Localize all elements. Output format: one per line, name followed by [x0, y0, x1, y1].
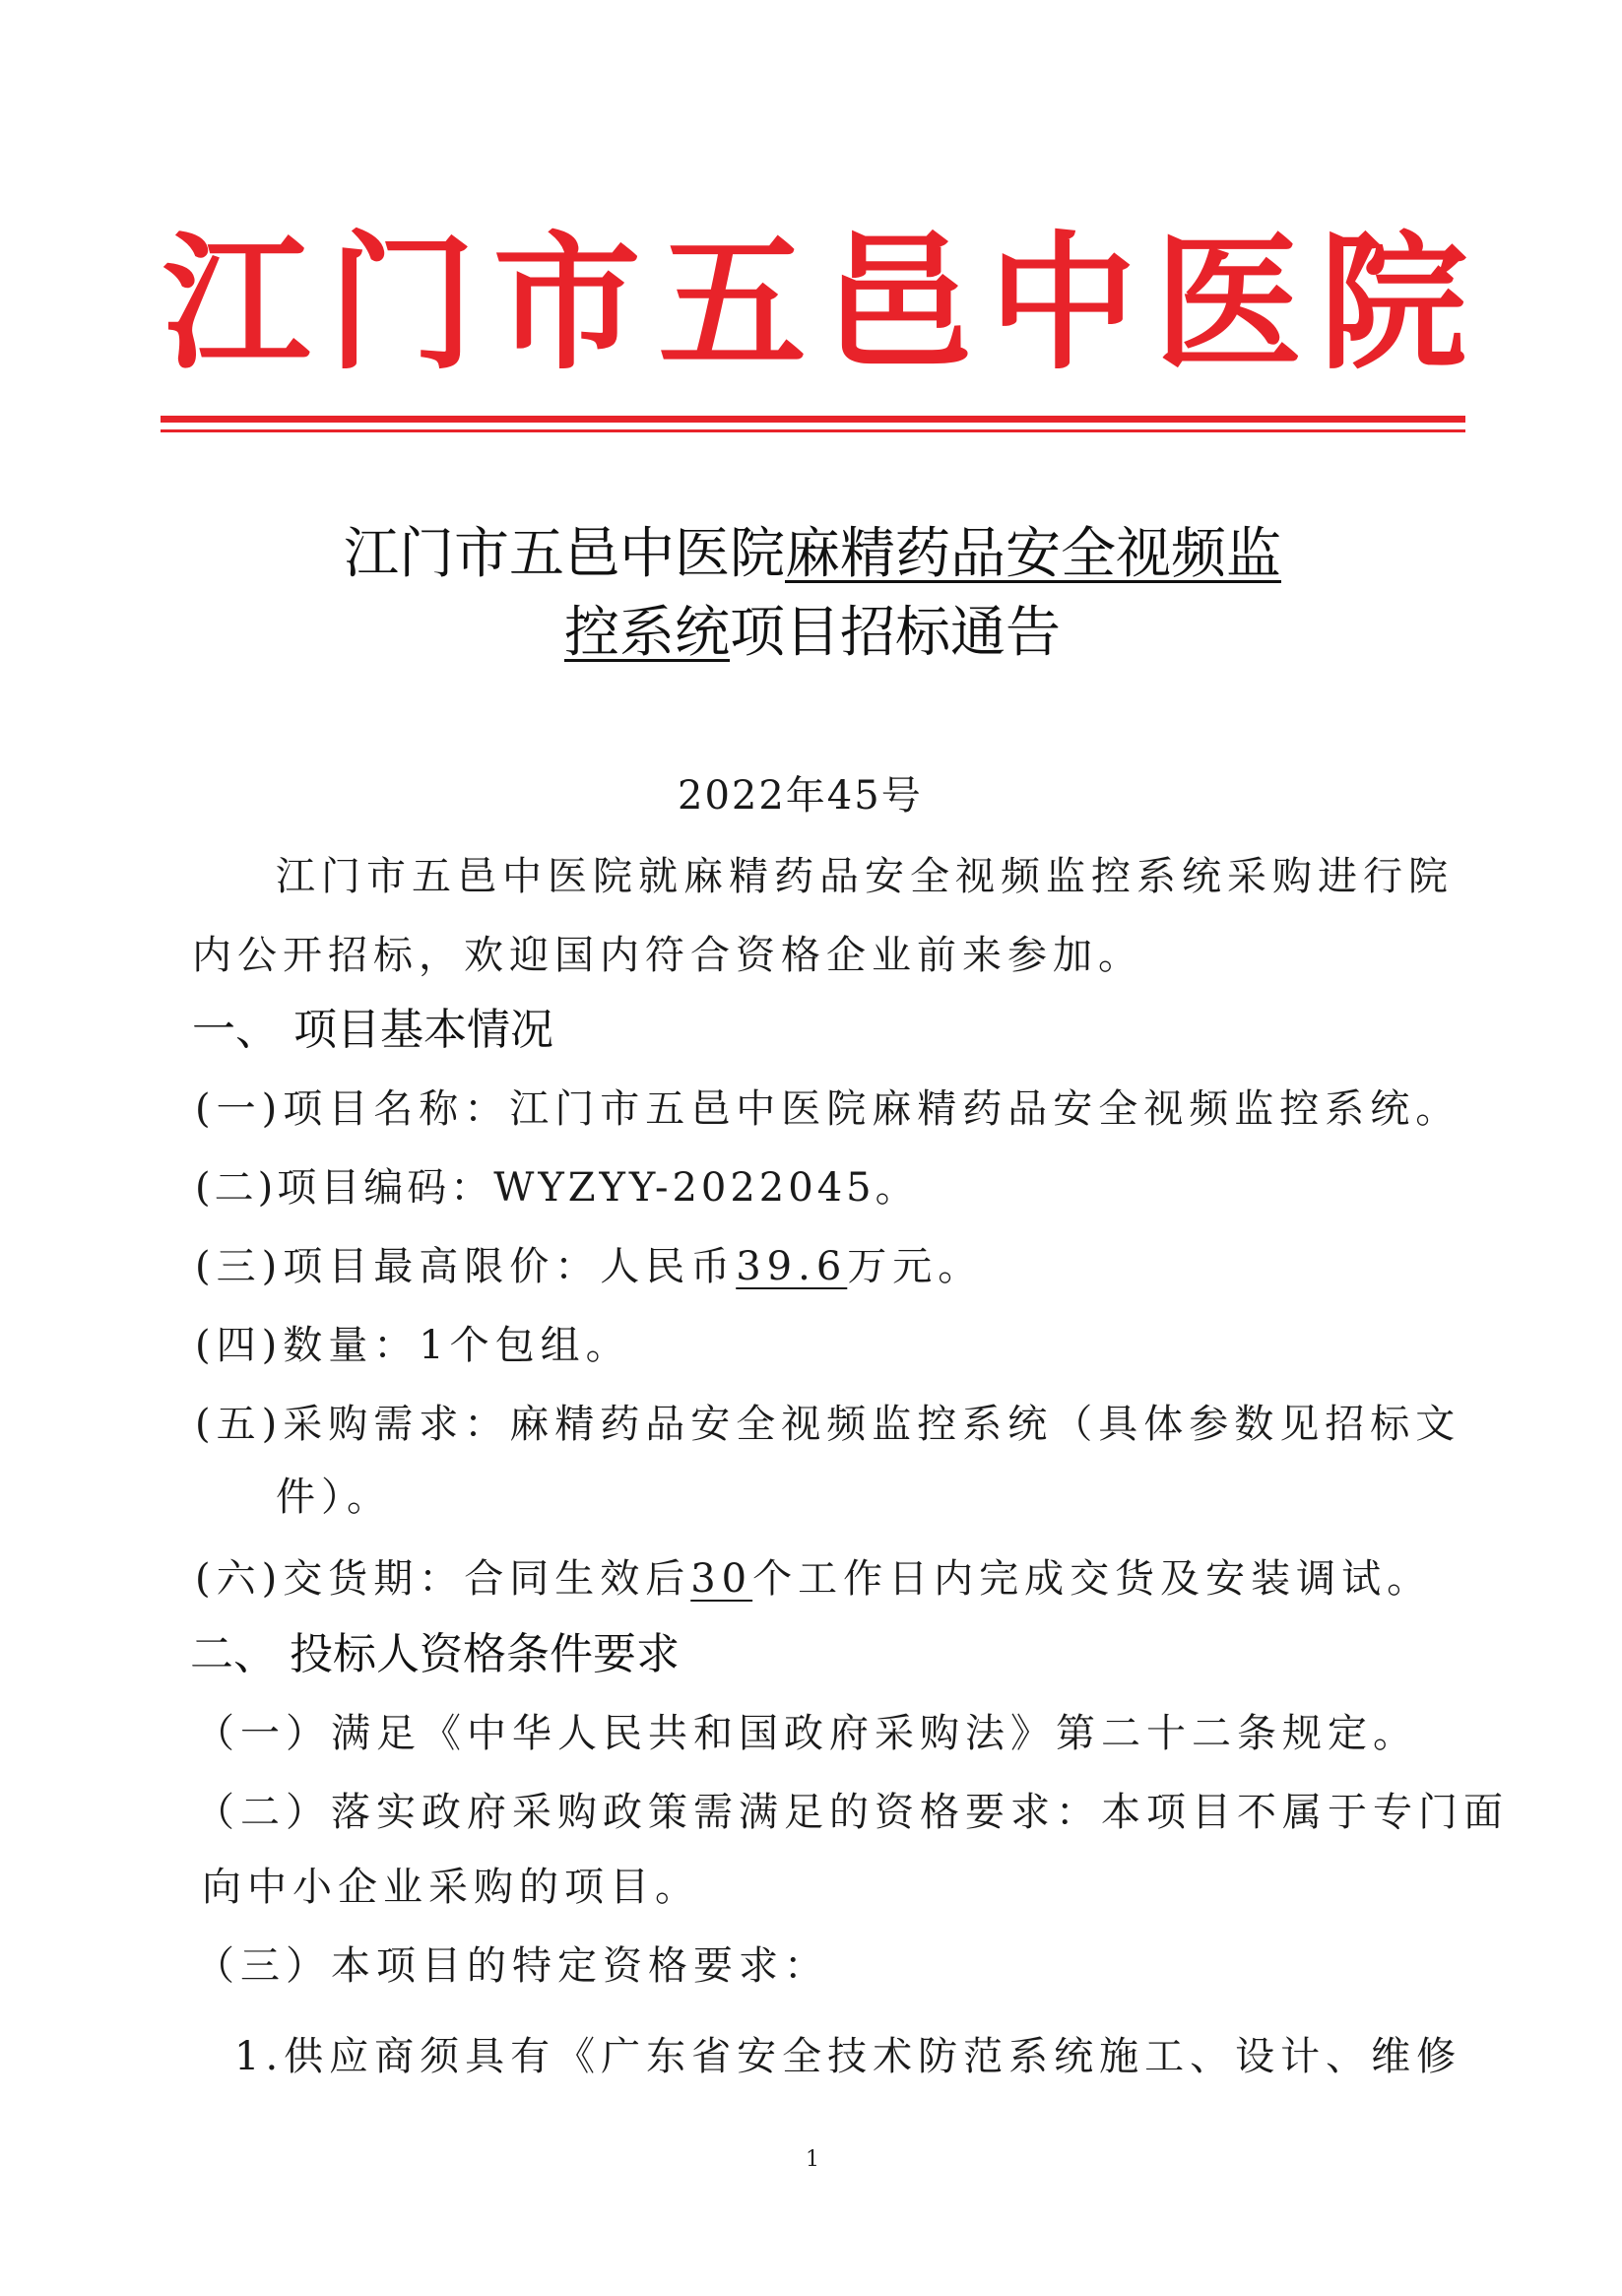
- price-unit: 万元。: [847, 1244, 984, 1289]
- letterhead-char: 门: [327, 224, 476, 387]
- section2-subitem-1: 1.供应商须具有《广东省安全技术防范系统施工、设计、维修: [234, 2034, 1462, 2079]
- letterhead-char: 医: [1154, 224, 1303, 387]
- section2-item-policy-line1: （二）落实政府采购政策需满足的资格要求：本项目不属于专门面: [195, 1790, 1509, 1835]
- letterhead-title: [162, 222, 1467, 389]
- delivery-days: 30: [690, 1556, 753, 1602]
- letterhead-char: 院: [1319, 224, 1467, 387]
- section2-number: 二、: [190, 1629, 277, 1679]
- section1-number: 一、: [192, 1005, 279, 1055]
- intro-line-1: 江门市五邑中医院就麻精药品安全视频监控系统采购进行院: [276, 854, 1454, 899]
- letterhead-char: 邑: [823, 224, 972, 387]
- section1-heading: 项目基本情况: [293, 1005, 553, 1055]
- section1-item-quantity: (四)数量：1个包组。: [195, 1323, 631, 1368]
- price-amount: 39.6: [736, 1244, 848, 1289]
- letterhead-divider-thin: [161, 429, 1465, 432]
- letterhead-char: 市: [492, 224, 641, 387]
- page-number: 1: [806, 2147, 819, 2172]
- title-underlined-text: 麻精药品安全视频监: [785, 522, 1281, 586]
- document-number: 2022年45号: [678, 773, 923, 819]
- intro-line-2: 内公开招标，欢迎国内符合资格企业前来参加。: [192, 933, 1143, 978]
- letterhead-char: 中: [989, 224, 1137, 387]
- delivery-label: (六)交货期：合同生效后: [195, 1556, 691, 1602]
- section1-item-requirement-line1: (五)采购需求：麻精药品安全视频监控系统（具体参数见招标文: [195, 1402, 1461, 1447]
- section1-item-price: [195, 1239, 983, 1294]
- notice-title-line1: [148, 520, 1477, 589]
- letterhead-char: 五: [658, 224, 807, 387]
- section1-item-code: (二)项目编码：WYZYY-2022045。: [195, 1165, 919, 1211]
- title-text: 项目招标通告: [730, 601, 1061, 665]
- delivery-suffix: 个工作日内完成交货及安装调试。: [752, 1556, 1433, 1602]
- section1-item-name: (一)项目名称：江门市五邑中医院麻精药品安全视频监控系统。: [195, 1086, 1461, 1132]
- title-text: 江门市五邑中医院: [344, 522, 785, 586]
- section2-item-policy-line2: 向中小企业采购的项目。: [202, 1865, 700, 1910]
- section2-item-specific: （三）本项目的特定资格要求：: [195, 1943, 829, 1989]
- letterhead-char: 江: [162, 224, 311, 387]
- section2-heading: 投标人资格条件要求: [290, 1629, 680, 1679]
- letterhead-divider-thick: [161, 416, 1465, 423]
- title-underlined-text: 控系统: [564, 601, 730, 665]
- notice-title-line2: [148, 599, 1477, 668]
- price-label: (三)项目最高限价：人民币: [195, 1244, 737, 1289]
- section1-item-requirement-line2: 件）。: [276, 1475, 392, 1520]
- section2-item-law: （一）满足《中华人民共和国政府采购法》第二十二条规定。: [195, 1711, 1418, 1756]
- section1-item-delivery: [195, 1551, 1432, 1607]
